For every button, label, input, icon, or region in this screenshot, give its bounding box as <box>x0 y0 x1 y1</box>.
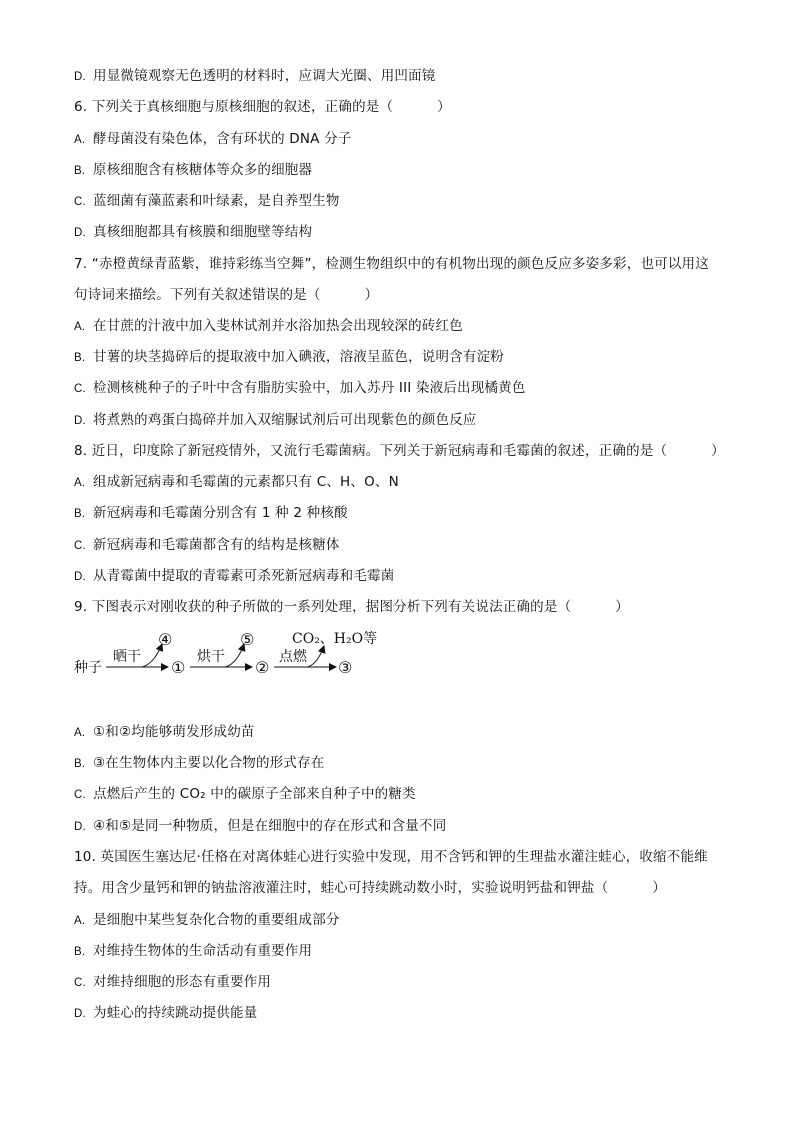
question-text: 9. 下图表示对刚收获的种子所做的一系列处理，据图分析下列有关说法正确的是（ <box>74 599 572 615</box>
q8-option-a <box>74 472 399 493</box>
option-text: 从青霉菌中提取的青霉素可杀死新冠病毒和毛霉菌 <box>93 568 395 584</box>
q8-option-d <box>74 566 394 587</box>
q9-option-a <box>74 722 255 743</box>
option-text: 将煮熟的鸡蛋白捣碎并加入双缩脲试剂后可出现紫色的颜色反应 <box>93 412 477 428</box>
option-text: 对维持细胞的形态有重要作用 <box>93 974 272 990</box>
option-key: A. <box>74 321 86 333</box>
option-key: D. <box>74 821 86 833</box>
q10-option-c <box>74 972 271 993</box>
q9-option-b <box>74 753 325 774</box>
q8-option-b <box>74 503 348 524</box>
option-key: D. <box>74 415 86 427</box>
option-text: 原核细胞含有核糖体等众多的细胞器 <box>93 162 313 178</box>
question-text-end: ） <box>652 880 667 896</box>
option-text: 在甘蔗的汁液中加入斐林试剂并水浴加热会出现较深的砖红色 <box>93 318 463 334</box>
products-label: CO₂、H₂O等 <box>292 631 378 647</box>
option-text: 酵母菌没有染色体，含有环状的 DNA 分子 <box>93 131 352 147</box>
question-text: 10. 英国医生塞达尼·任格在对离体蛙心进行实验中发现，用不含钙和钾的生理盐水灌注蛙心，收缩不能维 <box>74 849 708 865</box>
option-text: 检测核桃种子的子叶中含有脂肪实验中，加入苏丹 III 染液后出现橘黄色 <box>93 380 526 396</box>
option-key: D. <box>74 1008 86 1020</box>
q6-stem <box>74 97 451 117</box>
option-key: B. <box>74 165 86 177</box>
option-key: B. <box>74 758 86 770</box>
option-text: ①和②均能够萌发形成幼苗 <box>93 724 255 740</box>
option-key: C. <box>74 789 86 801</box>
diagram-step3-label: 点燃 <box>279 649 307 665</box>
diagram-step2-label: 烘干 <box>197 649 225 665</box>
node-2: ② <box>255 658 270 677</box>
option-key: C. <box>74 540 86 552</box>
option-key: D. <box>74 227 86 239</box>
question-text: 7. “赤橙黄绿青蓝紫，谁持彩练当空舞”，检测生物组织中的有机物出现的颜色反应多姿多彩，也可以用这 <box>74 256 709 272</box>
option-text: 对维持生物体的生命活动有重要作用 <box>93 943 313 959</box>
node-4: ④ <box>158 630 173 649</box>
q7-option-c <box>74 378 526 399</box>
node-5: ⑤ <box>240 630 255 649</box>
option-text: 新冠病毒和毛霉菌都含有的结构是核糖体 <box>93 537 340 553</box>
diagram-start-label: 种子 <box>74 660 102 676</box>
option-key: A. <box>74 477 86 489</box>
q9-option-c <box>74 784 416 805</box>
q8-stem <box>74 441 725 461</box>
q8-option-c <box>74 535 340 556</box>
option-key: A. <box>74 134 86 146</box>
option-key: B. <box>74 352 86 364</box>
option-text: 是细胞中某些复杂化合物的重要组成部分 <box>93 912 340 928</box>
q7-stem-line2 <box>74 285 378 305</box>
option-text: 用显微镜观察无色透明的材料时，应调大光圈、用凹面镜 <box>93 68 436 84</box>
seed-processing-diagram <box>70 628 410 684</box>
q7-option-d <box>74 410 477 431</box>
q6-option-a <box>74 129 352 150</box>
option-key: D. <box>74 571 86 583</box>
q5-option-d <box>74 66 436 87</box>
option-text: 点燃后产生的 CO₂ 中的碳原子全部来自种子中的糖类 <box>93 786 416 802</box>
q10-stem-line2 <box>74 878 666 898</box>
q6-option-d <box>74 222 312 243</box>
option-text: 为蛙心的持续跳动提供能量 <box>93 1005 258 1021</box>
question-text-end: ） <box>437 99 451 115</box>
question-text: 句诗词来描绘。下列有关叙述错误的是（ <box>74 287 321 303</box>
option-text: 真核细胞都具有核膜和细胞壁等结构 <box>93 224 313 240</box>
q10-option-a <box>74 910 340 931</box>
q10-stem-line1 <box>74 847 708 867</box>
question-text: 持。用含少量钙和钾的钠盐溶液灌注时，蛙心可持续跳动数小时，实验说明钙盐和钾盐（ <box>74 880 609 896</box>
option-text: 新冠病毒和毛霉菌分别含有 1 种 2 种核酸 <box>93 505 348 521</box>
option-key: B. <box>74 508 86 520</box>
q10-option-b <box>74 941 312 962</box>
question-text: 6. 下列关于真核细胞与原核细胞的叙述，正确的是（ <box>74 99 394 115</box>
option-key: C. <box>74 196 86 208</box>
node-1: ① <box>171 658 186 677</box>
option-key: A. <box>74 727 86 739</box>
option-text: ③在生物体内主要以化合物的形式存在 <box>93 755 325 771</box>
question-text-end: ） <box>615 599 629 615</box>
option-text: 蓝细菌有藻蓝素和叶绿素，是自养型生物 <box>93 193 340 209</box>
option-key: C. <box>74 977 86 989</box>
option-text: ④和⑤是同一种物质，但是在细胞中的存在形式和含量不同 <box>93 818 447 834</box>
q10-option-d <box>74 1003 257 1024</box>
option-text: 组成新冠病毒和毛霉菌的元素都只有 C、H、O、N <box>93 474 399 490</box>
question-text: 8. 近日，印度除了新冠疫情外，又流行毛霉菌病。下列关于新冠病毒和毛霉菌的叙述，正确的是（ <box>74 443 668 459</box>
q7-option-b <box>74 347 504 368</box>
option-key: C. <box>74 383 86 395</box>
question-text-end: ） <box>364 287 379 303</box>
node-3: ③ <box>338 658 353 677</box>
option-key: A. <box>74 915 86 927</box>
option-key: D. <box>74 71 86 83</box>
option-text: 甘薯的块茎捣碎后的提取液中加入碘液，溶液呈蓝色，说明含有淀粉 <box>93 349 504 365</box>
diagram-step1-label: 晒干 <box>113 649 141 665</box>
q7-option-a <box>74 316 463 337</box>
option-key: B. <box>74 946 86 958</box>
q6-option-c <box>74 191 340 212</box>
q9-option-d <box>74 816 446 837</box>
branch-arrow-products <box>308 646 324 667</box>
q7-stem-line1 <box>74 254 709 274</box>
question-text-end: ） <box>711 443 725 459</box>
q9-stem <box>74 597 629 617</box>
q6-option-b <box>74 160 312 181</box>
